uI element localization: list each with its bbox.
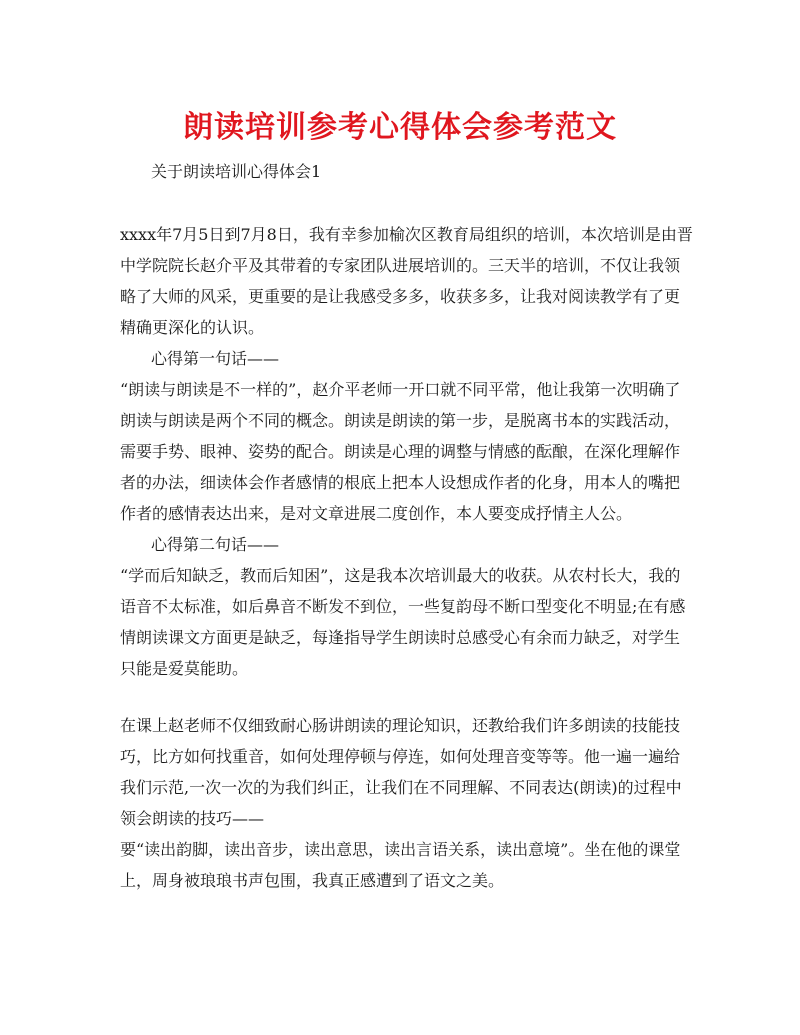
- text-line: 巧，比方如何找重音，如何处理停顿与停连，如何处理音变等等。他一遍一遍给: [120, 747, 681, 766]
- text-line: 我们示范,一次一次的为我们纠正，让我们在不同理解、不同表达(朗读)的过程中: [120, 778, 682, 797]
- section-heading: 心得第一句话——: [151, 349, 280, 368]
- text-line: 精确更深化的认识。: [120, 318, 265, 337]
- text-line: 中学院院长赵介平及其带着的专家团队进展培训的。三天半的培训，不仅让我领: [120, 256, 681, 275]
- text-line: “学而后知缺乏，教而后知困”，这是我本次培训最大的收获。从农村长大，我的: [120, 566, 681, 585]
- text-line: 上，周身被琅琅书声包围，我真正感遭到了语文之美。: [120, 871, 505, 890]
- text-line: 略了大师的风采，更重要的是让我感受多多，收获多多，让我对阅读教学有了更: [120, 287, 681, 306]
- text-line: 需要手势、眼神、姿势的配合。朗读是心理的调整与情感的酝酿，在深化理解作: [120, 442, 681, 461]
- section-heading: 心得第二句话——: [151, 535, 280, 554]
- text-line: 领会朗读的技巧——: [120, 809, 265, 828]
- text-line: 要“读出韵脚，读出音步，读出意思，读出言语关系，读出意境”。坐在他的课堂: [120, 840, 681, 859]
- text-line: 者的办法，细读体会作者感情的根底上把本人设想成作者的化身，用本人的嘴把: [120, 473, 681, 492]
- text-line: 语音不太标准，如后鼻音不断发不到位，一些复韵母不断口型变化不明显;在有感: [120, 597, 686, 616]
- text-line: 情朗读课文方面更是缺乏，每逢指导学生朗读时总感受心有余而力缺乏，对学生: [120, 628, 681, 647]
- document-title: 朗读培训参考心得体会参考范文: [183, 110, 617, 145]
- text-line: xxxx年7月5日到7月8日，我有幸参加榆次区教育局组织的培训，本次培训是由晋: [120, 225, 693, 244]
- subtitle: 关于朗读培训心得体会1: [151, 162, 322, 181]
- text-line: 朗读与朗读是两个不同的概念。朗读是朗读的第一步，是脱离书本的实践活动，: [120, 411, 681, 430]
- text-line: 作者的感情表达出来，是对文章进展二度创作，本人要变成抒情主人公。: [120, 504, 633, 523]
- text-line: 在课上赵老师不仅细致耐心肠讲朗读的理论知识，还教给我们许多朗读的技能技: [120, 716, 681, 735]
- text-line: “朗读与朗读是不一样的”，赵介平老师一开口就不同平常，他让我第一次明确了: [120, 380, 681, 399]
- text-line: 只能是爱莫能助。: [120, 659, 249, 678]
